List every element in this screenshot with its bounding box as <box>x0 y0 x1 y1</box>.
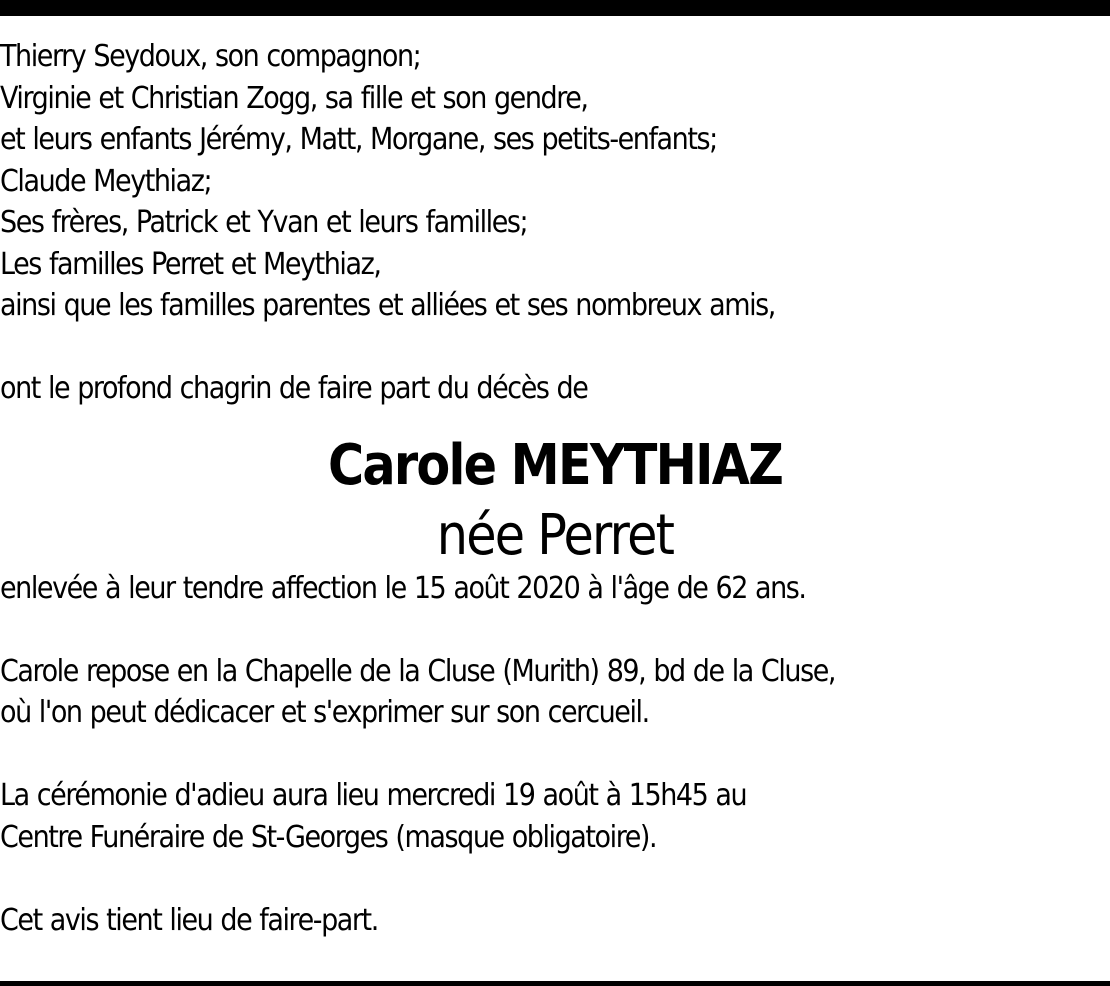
paragraph-gap <box>0 609 1110 651</box>
paragraph-gap <box>0 734 1110 776</box>
family-line: Les familles Perret et Meythiaz, <box>0 246 381 282</box>
paragraph-gap <box>0 858 1110 900</box>
family-line: Virginie et Christian Zogg, sa fille et son gendre, <box>0 80 588 116</box>
closing-line: Cet avis tient lieu de faire-part. <box>0 902 378 938</box>
death-statement: enlevée à leur tendre affection le 15 août 2020 à l'âge de 62 ans. <box>0 570 806 606</box>
deceased-name: Carole MEYTHIAZ <box>327 432 783 498</box>
family-line: Thierry Seydoux, son compagnon; <box>0 39 421 74</box>
family-line: et leurs enfants Jérémy, Matt, Morgane, ses petits-enfants; <box>0 122 717 157</box>
announcement-line: ont le profond chagrin de faire part du décès de <box>0 371 588 406</box>
repose-line: où l'on peut dédicacer et s'exprimer sur son cercueil. <box>0 695 649 730</box>
top-border-rule <box>0 0 1110 16</box>
ceremony-line: Centre Funéraire de St-Georges (masque obligatoire). <box>0 819 657 855</box>
repose-line: Carole repose en la Chapelle de la Cluse (Murith) 89, bd de la Cluse, <box>0 653 836 689</box>
obituary-notice <box>0 36 1110 941</box>
ceremony-line: La cérémonie d'adieu aura lieu mercredi 19 août à 15h45 au <box>0 778 747 813</box>
maiden-name: née Perret <box>436 502 674 568</box>
paragraph-gap <box>0 327 1110 369</box>
family-line: Ses frères, Patrick et Yvan et leurs familles; <box>0 205 528 240</box>
family-line: Claude Meythiaz; <box>0 163 212 199</box>
family-line: ainsi que les familles parentes et alliées et ses nombreux amis, <box>0 288 775 323</box>
bottom-border-rule <box>0 981 1110 986</box>
